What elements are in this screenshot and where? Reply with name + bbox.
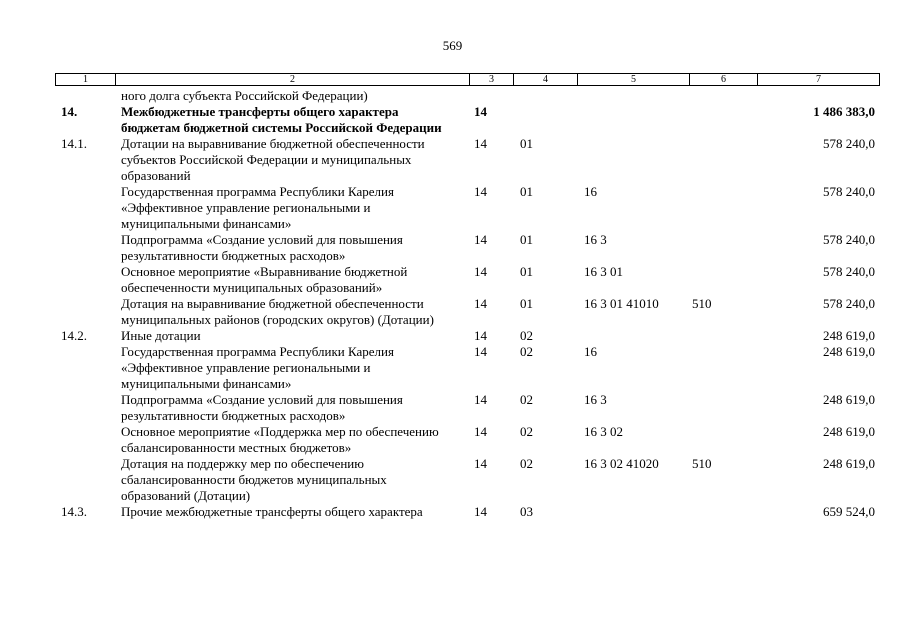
expense-type-code bbox=[689, 392, 757, 424]
target-article-code bbox=[577, 104, 689, 136]
target-article-code: 16 3 01 bbox=[584, 264, 623, 279]
row-number bbox=[55, 264, 115, 296]
amount: 248 619,0 bbox=[823, 424, 875, 439]
subsection-code: 01 bbox=[520, 296, 533, 311]
row-name: Дотация на поддержку мер по обеспечению сбалансированности бюджетов муниципальных образований (Дотации) bbox=[121, 456, 387, 503]
section-code: 14 bbox=[474, 184, 487, 199]
row-number bbox=[55, 392, 115, 424]
row-number bbox=[55, 456, 115, 504]
header-col-7: 7 bbox=[758, 74, 880, 86]
expense-type-code bbox=[689, 136, 757, 184]
table-row bbox=[55, 296, 879, 328]
section-code: 14 bbox=[474, 232, 487, 247]
section-code: 14 bbox=[474, 264, 487, 279]
target-article-code: 16 3 bbox=[584, 392, 607, 407]
section-code: 14 bbox=[474, 392, 487, 407]
section-code: 14 bbox=[474, 104, 487, 119]
page-number: 569 bbox=[442, 38, 463, 53]
target-article-code bbox=[577, 88, 689, 104]
amount: 578 240,0 bbox=[823, 264, 875, 279]
header-col-5: 5 bbox=[578, 74, 690, 86]
target-article-code bbox=[577, 328, 689, 344]
section-code: 14 bbox=[474, 328, 487, 343]
row-number: 14.3. bbox=[61, 504, 87, 519]
subsection-code: 01 bbox=[520, 184, 533, 199]
target-article-code: 16 3 02 41020 bbox=[584, 456, 659, 471]
amount: 578 240,0 bbox=[823, 232, 875, 247]
expense-type-code bbox=[689, 184, 757, 232]
row-number: 14.1. bbox=[61, 136, 87, 151]
expense-type-code bbox=[689, 88, 757, 104]
table-row bbox=[55, 328, 879, 344]
target-article-code: 16 bbox=[584, 184, 597, 199]
header-col-1: 1 bbox=[56, 74, 116, 86]
expense-type-code bbox=[689, 328, 757, 344]
subsection-code: 02 bbox=[520, 424, 533, 439]
expense-type-code: 510 bbox=[692, 456, 712, 471]
subsection-code bbox=[513, 104, 577, 136]
subsection-code: 02 bbox=[520, 328, 533, 343]
row-name: ного долга субъекта Российской Федерации) bbox=[121, 88, 368, 103]
table-row bbox=[55, 184, 879, 232]
amount: 659 524,0 bbox=[823, 504, 875, 519]
section-code: 14 bbox=[474, 504, 487, 519]
section-code: 14 bbox=[474, 424, 487, 439]
expense-type-code: 510 bbox=[692, 296, 712, 311]
row-name: Дотация на выравнивание бюджетной обеспеченности муниципальных районов (городских округов) (Дотации) bbox=[121, 296, 434, 327]
amount: 248 619,0 bbox=[823, 328, 875, 343]
row-number bbox=[55, 424, 115, 456]
header-col-3: 3 bbox=[470, 74, 514, 86]
row-name: Основное мероприятие «Поддержка мер по обеспечению сбалансированности местных бюджетов» bbox=[121, 424, 439, 455]
amount: 578 240,0 bbox=[823, 296, 875, 311]
row-name: Межбюджетные трансферты общего характера бюджетам бюджетной системы Российской Федерации bbox=[121, 104, 442, 135]
row-number bbox=[55, 184, 115, 232]
subsection-code: 02 bbox=[520, 392, 533, 407]
table-row bbox=[55, 456, 879, 504]
row-name: Государственная программа Республики Карелия «Эффективное управление региональными и муниципальными финансами» bbox=[121, 184, 394, 231]
section-code: 14 bbox=[474, 136, 487, 151]
budget-table bbox=[55, 88, 879, 520]
amount bbox=[757, 88, 879, 104]
subsection-code: 01 bbox=[520, 136, 533, 151]
target-article-code: 16 3 02 bbox=[584, 424, 623, 439]
table-row bbox=[55, 104, 879, 136]
subsection-code: 01 bbox=[520, 232, 533, 247]
target-article-code: 16 3 bbox=[584, 232, 607, 247]
header-col-4: 4 bbox=[514, 74, 578, 86]
row-name: Дотации на выравнивание бюджетной обеспеченности субъектов Российской Федерации и муниципальных образований bbox=[121, 136, 425, 183]
table-row bbox=[55, 264, 879, 296]
table-row bbox=[55, 392, 879, 424]
row-name: Подпрограмма «Создание условий для повышения результативности бюджетных расходов» bbox=[121, 232, 403, 263]
table-row bbox=[55, 136, 879, 184]
target-article-code bbox=[577, 136, 689, 184]
subsection-code bbox=[513, 88, 577, 104]
subsection-code: 02 bbox=[520, 344, 533, 359]
row-number: 14. bbox=[61, 104, 78, 119]
table-row bbox=[55, 232, 879, 264]
row-name: Иные дотации bbox=[121, 328, 201, 343]
table-row bbox=[55, 504, 879, 520]
row-number bbox=[55, 296, 115, 328]
header-col-2: 2 bbox=[116, 74, 470, 86]
expense-type-code bbox=[689, 104, 757, 136]
section-code: 14 bbox=[474, 456, 487, 471]
amount: 578 240,0 bbox=[823, 184, 875, 199]
row-name: Основное мероприятие «Выравнивание бюджетной обеспеченности муниципальных образований» bbox=[121, 264, 408, 295]
section-code bbox=[469, 88, 513, 104]
table-row bbox=[55, 424, 879, 456]
section-code: 14 bbox=[474, 296, 487, 311]
target-article-code: 16 bbox=[584, 344, 597, 359]
expense-type-code bbox=[689, 232, 757, 264]
row-number bbox=[55, 88, 115, 104]
target-article-code: 16 3 01 41010 bbox=[584, 296, 659, 311]
subsection-code: 03 bbox=[520, 504, 533, 519]
table-row bbox=[55, 344, 879, 392]
row-name: Прочие межбюджетные трансферты общего характера bbox=[121, 504, 423, 519]
expense-type-code bbox=[689, 344, 757, 392]
header-col-6: 6 bbox=[690, 74, 758, 86]
expense-type-code bbox=[689, 424, 757, 456]
subsection-code: 02 bbox=[520, 456, 533, 471]
amount: 578 240,0 bbox=[823, 136, 875, 151]
row-number bbox=[55, 344, 115, 392]
row-name: Государственная программа Республики Карелия «Эффективное управление региональными и муниципальными финансами» bbox=[121, 344, 394, 391]
section-code: 14 bbox=[474, 344, 487, 359]
expense-type-code bbox=[689, 264, 757, 296]
amount: 248 619,0 bbox=[823, 456, 875, 471]
table-row bbox=[55, 88, 879, 104]
amount: 248 619,0 bbox=[823, 392, 875, 407]
row-number: 14.2. bbox=[61, 328, 87, 343]
row-name: Подпрограмма «Создание условий для повышения результативности бюджетных расходов» bbox=[121, 392, 403, 423]
target-article-code bbox=[577, 504, 689, 520]
row-number bbox=[55, 232, 115, 264]
subsection-code: 01 bbox=[520, 264, 533, 279]
expense-type-code bbox=[689, 504, 757, 520]
amount: 248 619,0 bbox=[823, 344, 875, 359]
amount: 1 486 383,0 bbox=[813, 104, 875, 119]
column-number-header bbox=[55, 73, 880, 86]
